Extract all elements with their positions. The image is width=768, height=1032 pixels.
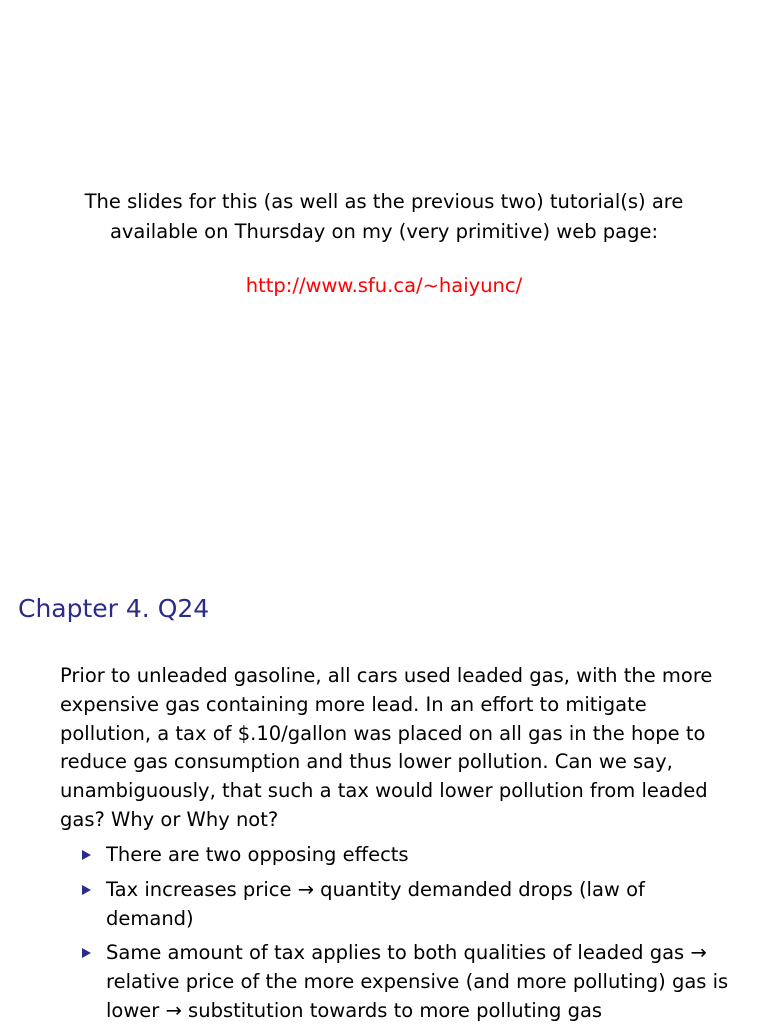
slide-bottom xyxy=(0,576,768,1024)
bullet-text: Same amount of tax applies to both qualities of leaded gas → relative price of the more expensive (and more polluting) gas is lower → substitution towards to more polluting gas xyxy=(106,941,729,1022)
bullet-text: There are two opposing effects xyxy=(106,843,409,866)
bullet-item xyxy=(80,876,730,934)
bullet-text: Tax increases price → quantity demanded drops (law of demand) xyxy=(106,877,645,930)
triangle-bullet-icon xyxy=(82,948,91,958)
bullet-list xyxy=(80,841,730,1032)
triangle-bullet-icon xyxy=(82,885,91,895)
web-page-link[interactable]: http://www.sfu.ca/~haiyunc/ xyxy=(245,274,523,297)
intro-line-1: The slides for this (as well as the previous two) tutorial(s) are xyxy=(84,190,684,213)
bullet-item xyxy=(80,939,730,1025)
intro-line-2: available on Thursday on my (very primitive) web page: xyxy=(109,220,659,243)
triangle-bullet-icon xyxy=(82,850,91,860)
chapter-title: Chapter 4. Q24 xyxy=(18,594,210,623)
bullet-item xyxy=(80,841,730,870)
intro-text xyxy=(0,187,768,247)
question-text: Prior to unleaded gasoline, all cars used leaded gas, with the more expensive gas containing more lead. In an effort to mitigate pollution, a tax of $.10/gallon was placed on all gas in the hope to reduce gas consumption and thus lower pollution. Can we say, unambiguously, that such a tax would lower pollution from leaded gas? Why or Why not? xyxy=(60,664,713,831)
